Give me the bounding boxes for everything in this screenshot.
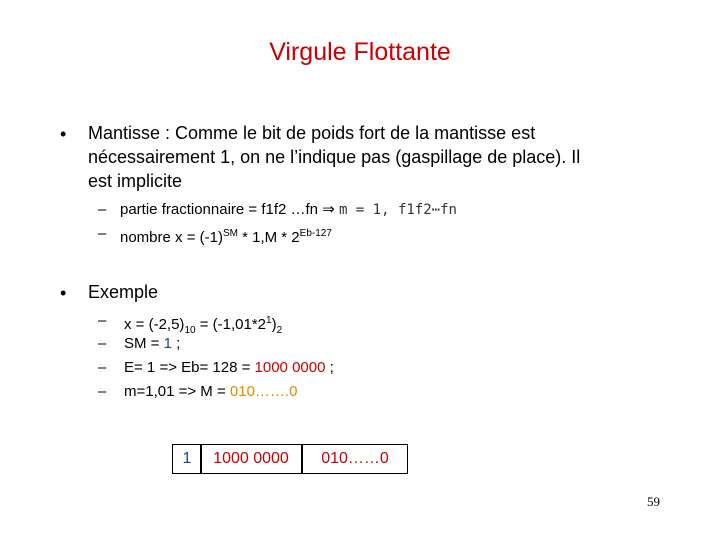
slide-title: Virgule Flottante xyxy=(269,38,451,66)
bullet-2-text: Exemple xyxy=(88,282,159,302)
page-number: 59 xyxy=(647,494,660,509)
formula-prefix: nombre x = (-1) xyxy=(120,229,223,246)
sign-bit-box xyxy=(172,444,202,474)
mantissa-formula: m = 1, f1f2⋯fn xyxy=(338,202,457,218)
formula-sup-exp: Eb-127 xyxy=(299,228,332,239)
sub-marker-2: – xyxy=(98,225,107,242)
implies-arrow: ⇒ xyxy=(322,201,335,218)
bullet-marker-1: • xyxy=(60,124,67,144)
example-exponent xyxy=(124,357,334,379)
bullet-1-line-2: nécessairement 1, on ne l’indique pas (gaspillage de place). Il xyxy=(88,147,581,167)
ex-marker-3: – xyxy=(98,359,107,376)
formula-sup-sm: SM xyxy=(222,228,238,239)
ex-x-base10: 10 xyxy=(184,325,196,336)
exponent-box xyxy=(200,444,302,474)
ex-e-c: ; xyxy=(325,359,334,376)
ex-x-c: ) xyxy=(271,316,277,333)
ex-marker-1: – xyxy=(98,312,107,329)
ex-sm-c: ; xyxy=(171,335,181,352)
mantissa-value: 010……0 xyxy=(321,450,389,467)
ex-marker-2: – xyxy=(98,335,107,352)
bullet-1-line-1: Mantisse : Comme le bit de poids fort de la mantisse est xyxy=(88,123,536,143)
ex-sm-value: 1 xyxy=(163,335,172,352)
ex-e-value: 1000 0000 xyxy=(254,359,326,376)
fraction-text: partie fractionnaire = f1f2 …fn xyxy=(120,201,319,218)
ex-x-a: x = (-2,5) xyxy=(124,316,185,333)
formula-mid: * 1,M * 2 xyxy=(237,229,300,246)
bullet-marker-2: • xyxy=(60,283,67,303)
ex-m-a: m=1,01 => M = xyxy=(124,383,230,400)
ex-marker-4: – xyxy=(98,383,107,400)
ex-e-a: E= 1 => Eb= 128 = xyxy=(124,359,255,376)
sub-item-fraction xyxy=(120,199,457,221)
ex-m-value: 010…….0 xyxy=(229,383,298,400)
sub-item-number-formula xyxy=(120,223,332,249)
example-mantissa xyxy=(124,381,297,403)
mantissa-box xyxy=(302,444,408,474)
example-sign xyxy=(124,333,180,355)
ex-x-exp: 1 xyxy=(266,315,272,326)
exponent-value: 1000 0000 xyxy=(213,450,289,467)
sub-marker-1: – xyxy=(98,201,107,218)
bullet-1-line-3: est implicite xyxy=(88,171,183,191)
ex-x-base2: 2 xyxy=(276,325,283,336)
sign-bit-value: 1 xyxy=(182,450,192,467)
bullet-1-text xyxy=(88,121,688,193)
ex-sm-a: SM = xyxy=(124,335,164,352)
ex-x-b: = (-1,01*2 xyxy=(195,316,267,333)
